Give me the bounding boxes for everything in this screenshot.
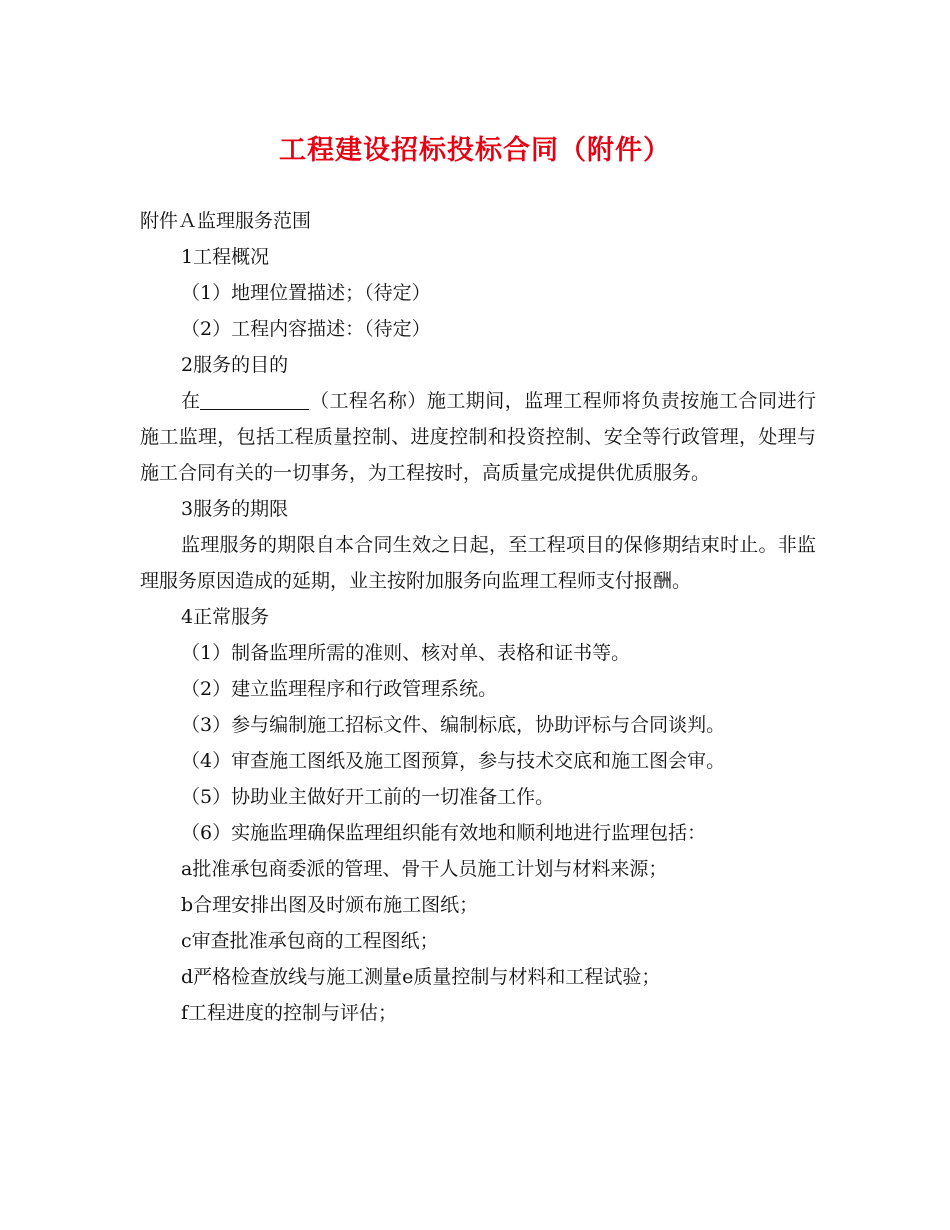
section-3-heading: 3服务的期限 bbox=[181, 498, 289, 520]
sub-item-f: f工程进度的控制与评估； bbox=[181, 1002, 398, 1024]
section-2-text: （工程名称）施工期间，监理工程师将负责按施工合同进行施工监理，包括工程质量控制、进度控制和投资控制、安全等行政管理，处理与施工合同有关的一切事务，为工程按时，高质量完成提供优质服务。 bbox=[140, 390, 816, 484]
section-4-item-6: （6）实施监理确保监理组织能有效地和顺利地进行监理包括： bbox=[181, 822, 707, 844]
section-4-item-1: （1）制备监理所需的准则、核对单、表格和证书等。 bbox=[181, 642, 631, 664]
section-2-paragraph bbox=[140, 383, 816, 491]
section-4-item-5: （5）协助业主做好开工前的一切准备工作。 bbox=[181, 786, 555, 808]
section-1-heading: 1工程概况 bbox=[181, 246, 270, 268]
section-3-paragraph: 监理服务的期限自本合同生效之日起，至工程项目的保修期结束时止。非监理服务原因造成的延期，业主按附加服务向监理工程师支付报酬。 bbox=[140, 534, 816, 592]
section-4-heading: 4正常服务 bbox=[181, 606, 270, 628]
document-body bbox=[140, 203, 816, 1031]
document-title: 工程建设招标投标合同（附件） bbox=[279, 135, 671, 166]
sub-item-d: d严格检查放线与施工测量e质量控制与材料和工程试验； bbox=[181, 966, 661, 988]
section-4-item-2: （2）建立监理程序和行政管理系统。 bbox=[181, 678, 498, 700]
appendix-heading: 附件Ａ监理服务范围 bbox=[140, 210, 312, 232]
project-name-blank bbox=[200, 387, 309, 410]
section-4-item-3: （3）参与编制施工招标文件、编制标底，协助评标与合同谈判。 bbox=[181, 714, 726, 736]
section-2-heading: 2服务的目的 bbox=[181, 354, 289, 376]
section-4-item-4: （4）审查施工图纸及施工图预算，参与技术交底和施工图会审。 bbox=[181, 750, 726, 772]
sub-item-a: a批准承包商委派的管理、骨干人员施工计划与材料来源； bbox=[181, 858, 668, 880]
sub-item-c: c审查批准承包商的工程图纸； bbox=[181, 930, 439, 952]
section-2-prefix: 在 bbox=[181, 390, 201, 412]
sub-item-b: b合理安排出图及时颁布施工图纸； bbox=[181, 894, 479, 916]
section-1-item-2: （2）工程内容描述：（待定） bbox=[181, 318, 431, 340]
section-1-item-1: （1）地理位置描述；（待定） bbox=[181, 282, 431, 304]
